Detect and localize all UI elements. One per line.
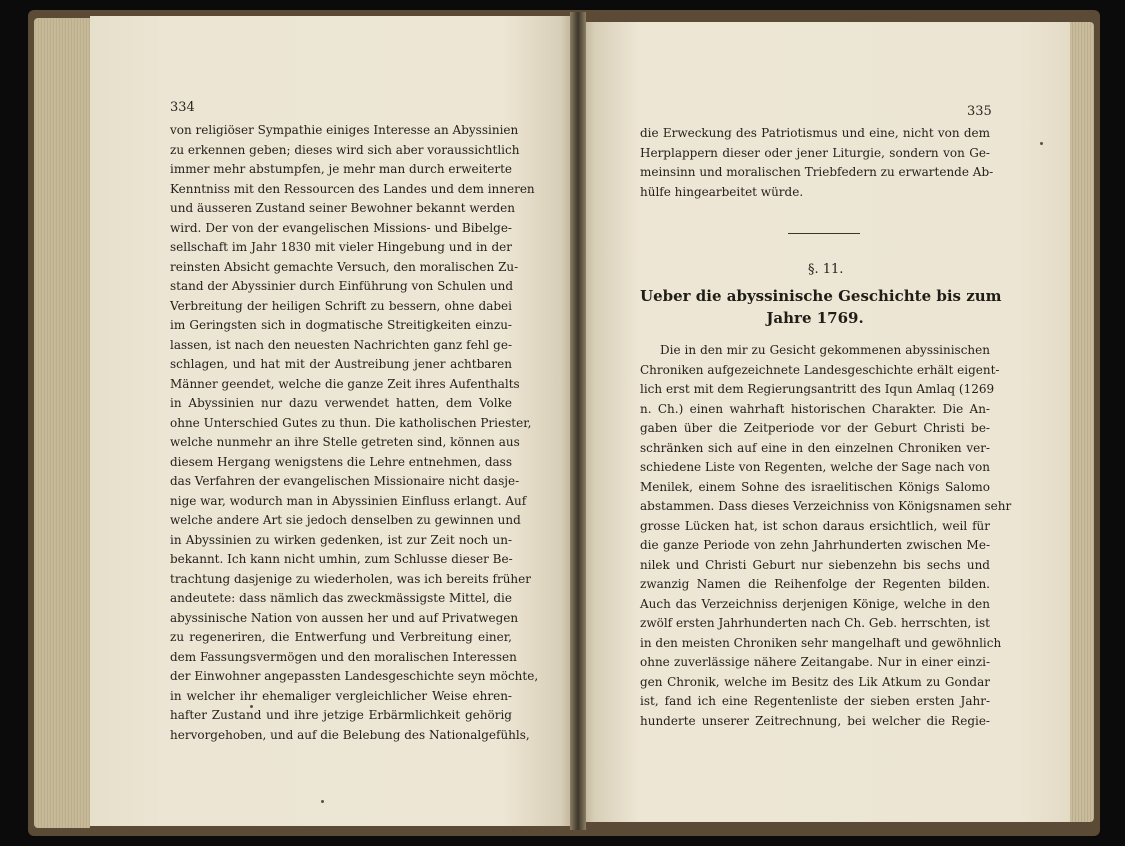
text-line: hervorgehoben, und auf die Belebung des Nationalgefühls, [170,727,530,742]
text-line: grosse Lücken hat, ist schon daraus ersichtlich, weil für [640,518,990,533]
text-line: ohne zuverlässige nähere Zeitangabe. Nur in einer einzi- [640,655,990,669]
text-line: Menilek, einem Sohne des israelitischen Königs Salomo [640,479,990,494]
text-line: gaben über die Zeitperiode vor der Geburt Christi be- [640,421,990,435]
text-line: ohne Unterschied Gutes zu thun. Die katholischen Priester, [170,415,532,430]
section-number: §. 11. [808,262,844,277]
text-line: zwölf ersten Jahrhunderten nach Ch. Geb. herrschten, ist [640,616,990,630]
text-line: Die in den mir zu Gesicht gekommenen abyssinischen [660,343,990,357]
text-line: lassen, ist nach den neuesten Nachrichten ganz fehl ge- [170,337,512,352]
text-line: bekannt. Ich kann nicht umhin, zum Schlusse dieser Be- [170,552,513,566]
text-line: hafter Zustand und ihre jetzige Erbärmlichkeit gehörig [170,708,512,722]
text-line: die Erweckung des Patriotismus und eine, nicht von dem [640,126,990,140]
paper-speck [321,800,324,803]
text-line: abstammen. Dass dieses Verzeichniss von Königsnamen sehr [640,499,1012,513]
text-line: immer mehr abstumpfen, je mehr man durch erweiterte [170,162,513,176]
text-line: zu regeneriren, die Entwerfung und Verbreitung einer, [170,630,512,644]
section-divider-rule [788,233,860,234]
text-line: in Abyssinien nur dazu verwendet hatten, dem Volke [170,396,512,410]
text-line: schiedene Liste von Regenten, welche der Sage nach von [640,460,990,474]
text-line: stand der Abyssinier durch Einführung von Schulen und [170,279,514,293]
page-edges-left [34,18,90,828]
text-line: diesem Hergang wenigstens die Lehre entnehmen, dass [170,454,512,469]
text-line: das Verfahren der evangelischen Missionaire nicht dasje- [170,474,520,488]
text-line: nilek und Christi Geburt nur siebenzehn bis sechs und [640,557,990,572]
section-heading [640,285,1002,329]
text-line: der Einwohner angepassten Landesgeschichte seyn möchte, [170,669,539,683]
book-gutter [570,12,586,830]
text-line: gen Chronik, welche im Besitz des Lik Atkum zu Gondar [640,674,990,689]
left-page-number: 334 [170,100,195,115]
text-line: sellschaft im Jahr 1830 mit vieler Hingebung und in der [170,240,512,254]
paper-speck [1040,142,1043,145]
text-line: andeutete: dass nämlich das zweckmässigste Mittel, die [170,591,512,605]
text-line: schlagen, und hat mit der Austreibung jener achtbaren [170,357,512,371]
text-line: Kenntniss mit den Ressourcen des Landes und dem inneren [170,181,535,196]
section-heading-line-2: Jahre 1769. [766,309,864,327]
text-line: nige war, wodurch man in Abyssinien Einfluss erlangt. Auf [170,493,527,508]
text-line: hunderte unserer Zeitrechnung, bei welcher die Regie- [640,713,990,728]
text-line: welche andere Art sie jedoch denselben zu gewinnen und [170,513,521,527]
text-line: welche nunmehr an ihre Stelle getreten sind, können aus [170,435,520,449]
paper-speck [250,705,253,708]
section-body-text [640,341,1012,731]
text-line: von religiöser Sympathie einiges Interesse an Abyssinien [170,123,519,137]
text-line: in Abyssinien zu wirken gedenken, ist zur Zeit noch un- [170,532,512,547]
text-line: in den meisten Chroniken sehr mangelhaft und gewöhnlich [640,635,1002,650]
text-line: Chroniken aufgezeichnete Landesgeschichte erhält eigent- [640,362,1000,377]
text-line: Herplappern dieser oder jener Liturgie, sondern von Ge- [640,145,990,160]
text-line: ist, fand ich eine Regentenliste der sieben ersten Jahr- [640,694,990,708]
text-line: zu erkennen geben; dieses wird sich aber voraussichtlich [170,142,520,157]
text-line: reinsten Absicht gemachte Versuch, den moralischen Zu- [170,259,519,274]
text-line: hülfe hingearbeitet würde. [640,184,804,199]
text-line: dem Fassungsvermögen und den moralischen Interessen [170,649,517,664]
text-line: Auch das Verzeichniss derjenigen Könige, welche in den [640,596,990,611]
right-page-continuation-text [640,124,994,202]
text-line: zwanzig Namen die Reihenfolge der Regenten bilden. [640,577,990,591]
text-line: Verbreitung der heiligen Schrift zu bessern, ohne dabei [170,298,512,313]
text-line: lich erst mit dem Regierungsantritt des Iqun Amlaq (1269 [640,382,995,396]
text-line: n. Ch.) einen wahrhaft historischen Charakter. Die An- [640,401,990,416]
text-line: schränken sich auf eine in den einzelnen Chroniken ver- [640,440,990,455]
page-edges-right [1068,22,1094,822]
text-line: die ganze Periode von zehn Jahrhunderten zwischen Me- [640,538,990,552]
text-line: meinsinn und moralischen Triebfedern zu erwartende Ab- [640,165,994,179]
text-line: in welcher ihr ehemaliger vergleichlicher Weise ehren- [170,688,512,703]
right-page-number: 335 [967,104,992,119]
text-line: abyssinische Nation von aussen her und auf Privatwegen [170,610,519,625]
text-line: und äusseren Zustand seiner Bewohner bekannt werden [170,201,515,215]
text-line: wird. Der von der evangelischen Missions- und Bibelge- [170,220,512,235]
text-line: im Geringsten sich in dogmatische Streitigkeiten einzu- [170,318,512,332]
text-line: Männer geendet, welche die ganze Zeit ihres Aufenthalts [170,376,520,391]
section-heading-line-1: Ueber die abyssinische Geschichte bis zum [640,287,1002,305]
left-page-text [170,121,539,745]
text-line: trachtung dasjenige zu wiederholen, was ich bereits früher [170,571,531,586]
